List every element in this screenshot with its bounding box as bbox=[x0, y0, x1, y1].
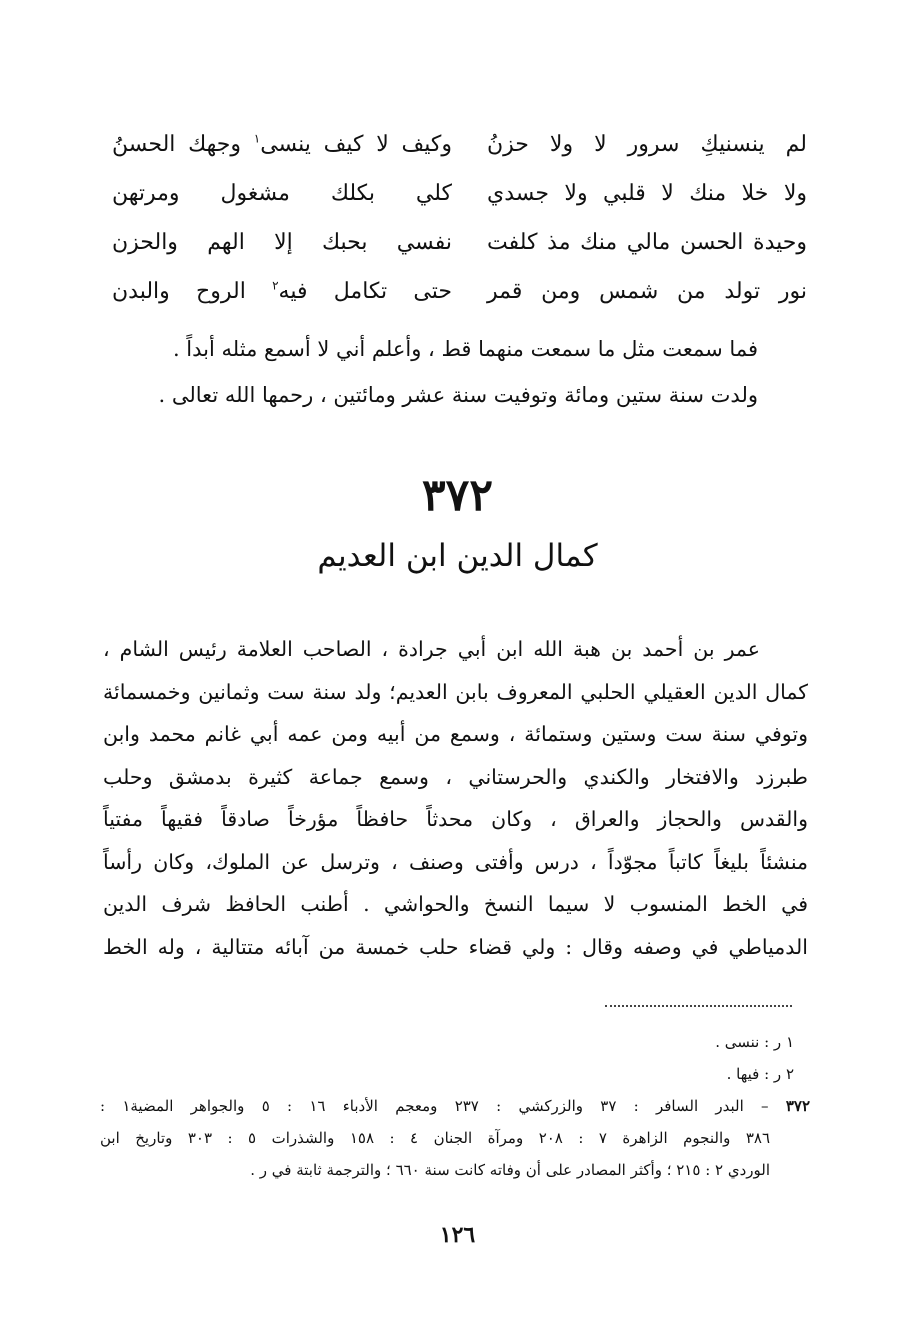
entry-title: كمال الدين ابن العديم bbox=[317, 538, 598, 574]
entry-body bbox=[103, 628, 808, 968]
poem-verse bbox=[112, 272, 807, 321]
body-line: كمال الدين العقيلي الحلبي المعروف بابن العديم؛ ولد سنة ست وثمانين وخمسمائة bbox=[103, 679, 808, 704]
hemistich-text: حتى تكامل فيه bbox=[278, 279, 453, 304]
body-line: منشئاً بليغاً كاتباً مجوّداً ، درس وأفتى وصنف ، وترسل عن الملوك، وكان رأساً bbox=[103, 849, 808, 874]
body-line: وتوفي سنة ست وستين وستمائة ، وسمع من أبيه ومن عمه أبي غانم محمد وابن bbox=[103, 722, 808, 746]
verse-first-hemistich: لم ينسنيكِ سرور لا ولا حزنُ bbox=[487, 132, 807, 157]
hemistich-tail: الروح والبدن bbox=[112, 279, 246, 304]
footnote: ٢ ر : فيها . bbox=[726, 1065, 794, 1083]
verse-second-hemistich bbox=[112, 125, 452, 165]
footnotes bbox=[100, 1026, 810, 1186]
body-line: عمر بن أحمد بن هبة الله ابن أبي جرادة ، الصاحب العلامة رئيس الشام ، bbox=[103, 637, 760, 661]
body-line: والقدس والحجاز والعراق ، وكان محدثاً حافظاً مؤرخاً صادقاً فقيهاً مفتياً bbox=[103, 807, 808, 831]
entry-number: ٣٧٢ bbox=[422, 470, 493, 521]
footnote: ١ ر : ننسى . bbox=[715, 1033, 794, 1051]
sources-line: الوردي ٢ : ٢١٥ ؛ وأكثر المصادر على أن وفاته كانت سنة ٦٦٠ ؛ والترجمة ثابتة في ر . bbox=[250, 1161, 770, 1179]
prose-line: فما سمعت مثل ما سمعت منهما قط ، وأعلم أني لا أسمع مثله أبداً . bbox=[172, 337, 758, 361]
poem-verse bbox=[112, 174, 807, 223]
sources-label: ٣٧٢ bbox=[785, 1097, 810, 1115]
hemistich-text: وكيف لا كيف ينسى bbox=[260, 132, 452, 157]
verse-first-hemistich: وحيدة الحسن مالي منك مذ كلفت bbox=[487, 230, 807, 255]
footnote-marker: ٢ bbox=[272, 278, 279, 293]
verse-second-hemistich: كلي بكلك مشغول ومرتهن bbox=[112, 181, 452, 206]
poem-verse bbox=[112, 223, 807, 272]
page-number: ١٢٦ bbox=[439, 1222, 476, 1248]
verse-first-hemistich: ولا خلا منك لا قلبي ولا جسدي bbox=[487, 181, 807, 206]
sources-text: – البدر السافر : ٣٧ والزركشي : ٢٣٧ ومعجم الأدباء ١٦ : ٥ والجواهر المضية١ : bbox=[100, 1097, 769, 1115]
poem bbox=[112, 125, 807, 321]
verse-second-hemistich bbox=[112, 272, 452, 312]
body-line: في الخط المنسوب لا سيما النسخ والحواشي . أطنب الحافظ شرف الدين bbox=[103, 892, 808, 916]
sources-line: ٣٨٦ والنجوم الزاهرة ٧ : ٢٠٨ ومرآة الجنان ٤ : ١٥٨ والشذرات ٥ : ٣٠٣ وتاريخ ابن bbox=[100, 1129, 771, 1147]
verse-second-hemistich: نفسي بحبك إلا الهم والحزن bbox=[112, 230, 452, 255]
closing-prose bbox=[118, 326, 758, 418]
sources-line bbox=[100, 1090, 810, 1122]
verse-first-hemistich: نور تولد من شمس ومن قمر bbox=[487, 279, 807, 304]
poem-verse bbox=[112, 125, 807, 174]
body-line: الدمياطي في وصفه وقال : ولي قضاء حلب خمسة من آبائه متتالية ، وله الخط bbox=[103, 934, 808, 959]
prose-line: ولدت سنة ستين ومائة وتوفيت سنة عشر ومائتين ، رحمها الله تعالى . bbox=[158, 383, 758, 407]
footnote-separator bbox=[605, 1005, 792, 1007]
footnote-marker: ١ bbox=[253, 131, 261, 146]
hemistich-tail: وجهك الحسنُ bbox=[112, 132, 242, 157]
body-line: طبرزد والافتخار والكندي والحرستاني ، وسمع جماعة كثيرة بدمشق وحلب bbox=[103, 764, 808, 789]
